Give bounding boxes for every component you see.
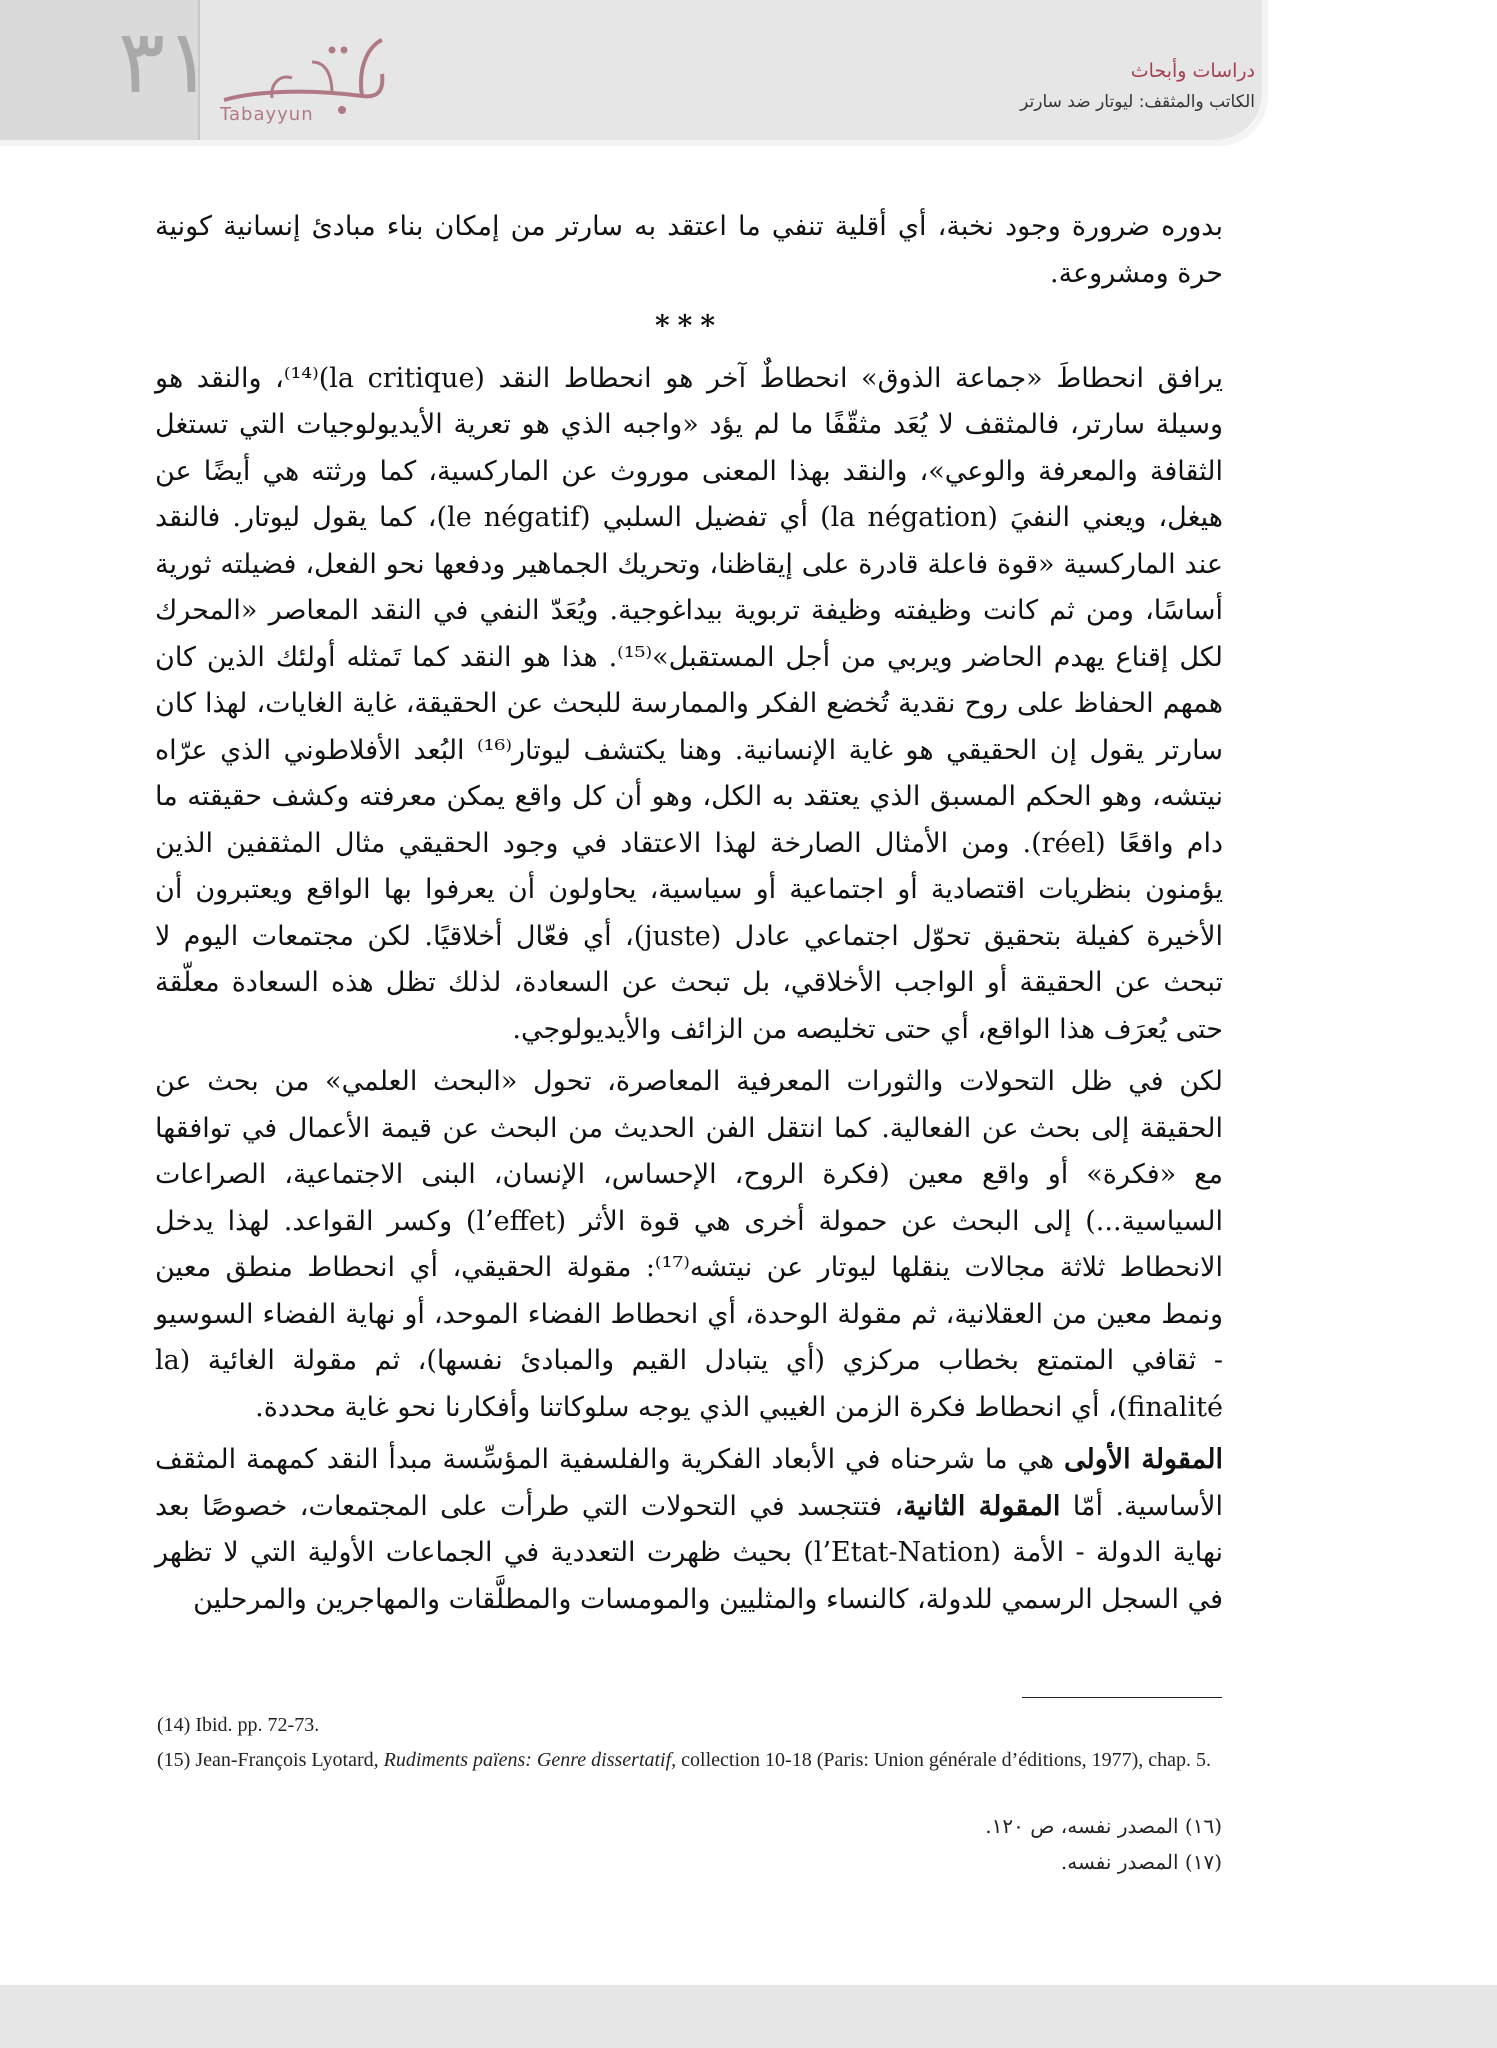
footnote-15-rest: collection 10-18 (Paris: Union générale d’éditions, 1977), chap. 5. bbox=[676, 1749, 1212, 1771]
section-title: دراسات وأبحاث bbox=[1130, 60, 1255, 82]
footnote-15 bbox=[157, 1743, 1223, 1778]
paragraph-1: بدوره ضرورة وجود نخبة، أي أقلية تنفي ما اعتقد به سارتر من إمكان بناء مبادئ إنسانية كونية حرة ومشروعة. bbox=[155, 211, 1223, 289]
paragraph-4-part-2: ، فتتجسد في التحولات التي طرأت على المجتمعات، خصوصًا بعد نهاية الدولة - الأمة (l’Etat-Nation) بحيث ظهرت التعددية في الجماعات الأولية التي لا تظهر في السجل الرسمي للدولة، كالنساء والمثليين والمومسات والمطلَّقات والمهاجرين والمرحلين bbox=[155, 1490, 1223, 1615]
article-body bbox=[155, 204, 1223, 1629]
footnote-17: (١٧) المصدر نفسه. bbox=[1060, 1850, 1222, 1874]
footnote-16: (١٦) المصدر نفسه، ص ١٢٠. bbox=[985, 1814, 1222, 1838]
page-number-box bbox=[0, 0, 213, 140]
section-subtitle: الكاتب والمثقف: ليوتار ضد سارتر bbox=[1020, 92, 1255, 112]
footnotes-latin bbox=[157, 1708, 1223, 1778]
section-separator: *** bbox=[655, 309, 723, 342]
page-number: ٣١ bbox=[118, 10, 213, 113]
paragraph-4 bbox=[155, 1437, 1223, 1623]
footnote-14: (14) Ibid. pp. 72-73. bbox=[157, 1714, 320, 1736]
logo-wordmark: Tabayyun bbox=[220, 104, 314, 125]
paragraph-4-part-1: هي ما شرحناه في الأبعاد الفكرية والفلسفية المؤسِّسة مبدأ النقد كمهمة المثقف الأساسية. أمّا bbox=[155, 1444, 1223, 1522]
paragraph-3: لكن في ظل التحولات والثورات المعرفية المعاصرة، تحول «البحث العلمي» من بحث عن الحقيقة إلى بحث عن الفعالية. كما انتقل الفن الحديث من البحث عن قيمة الأعمال في توافقها مع «فكرة» أو واقع معين (فكرة الروح، الإحساس، الإنسان، البنى الاجتماعية، الصراعات السياسية...) إلى البحث عن حمولة أخرى هي قوة الأثر (l’effet) وكسر القواعد. لهذا يدخل الانحطاط ثلاثة مجالات ينقلها ليوتار عن نيتشه⁽¹⁷⁾: مقولة الحقيقي، أي انحطاط منطق معين ونمط معين من العقلانية، ثم مقولة الوحدة، أي انحطاط الفضاء الموحد، أو نهاية الفضاء السوسيو - ثقافي المتمتع بخطاب مركزي (أي يتبادل القيم والمبادئ نفسها)، ثم مقولة الغائية (la finalité)، أي انحطاط فكرة الزمن الغيبي الذي يوجه سلوكاتنا وأفكارنا نحو غاية محددة. bbox=[155, 1066, 1223, 1423]
footnote-15-author: (15) Jean-François Lyotard, bbox=[157, 1749, 384, 1771]
footnote-15-title: Rudiments païens: Genre dissertatif, bbox=[383, 1749, 677, 1771]
bold-term-second: المقولة الثانية bbox=[903, 1490, 1061, 1522]
footnotes-arabic bbox=[985, 1808, 1222, 1880]
paragraph-2: يرافق انحطاطَ «جماعة الذوق» انحطاطٌ آخر هو انحطاط النقد (la critique)⁽¹⁴⁾، والنقد هو وسيلة سارتر، فالمثقف لا يُعَد مثقّفًا ما لم يؤد «واجبه الذي هو تعرية الأيديولوجيات التي تستغل الثقافة والمعرفة والوعي»، والنقد بهذا المعنى موروث عن الماركسية، كما ورثته هي أيضًا عن هيغل، ويعني النفيَ (la négation) أي تفضيل السلبي (le négatif)، كما يقول ليوتار. فالنقد عند الماركسية «قوة فاعلة قادرة على إيقاظنا، وتحريك الجماهير ودفعها نحو الفعل، فضيلته ثورية أساسًا، ومن ثم كانت وظيفته وظيفة تربوية بيداغوجية. ويُعَدّ النفي في النقد المعاصر «المحرك لكل إقناع يهدم الحاضر ويربي من أجل المستقبل»⁽¹⁵⁾. هذا هو النقد كما تَمثله أولئك الذين كان همهم الحفاظ على روح نقدية تُخضع الفكر والممارسة للبحث عن الحقيقة، غاية الغايات، لهذا كان سارتر يقول إن الحقيقي هو غاية الإنسانية. وهنا يكتشف ليوتار⁽¹⁶⁾ البُعد الأفلاطوني الذي عرّاه نيتشه، وهو الحكم المسبق الذي يعتقد به الكل، وهو أن كل واقع يمكن معرفته وكشف حقيقته ما دام واقعًا (réel). ومن الأمثال الصارخة لهذا الاعتقاد في وجود الحقيقي مثال المثقفين الذين يؤمنون بنظريات اقتصادية أو اجتماعية أو سياسية، يحاولون أن يعرفوا بها الواقع ويعتبرون أن الأخيرة كفيلة بتحقيق تحوّل اجتماعي عادل (juste)، أي فعّال أخلاقيًا. لكن مجتمعات اليوم لا تبحث عن الحقيقة أو الواجب الأخلاقي، بل تبحث عن السعادة، لذلك تظل هذه السعادة معلّقة حتى يُعرَف هذا الواقع، أي حتى تخليصه من الزائف والأيديولوجي. bbox=[155, 362, 1224, 1045]
bold-term-first: المقولة الأولى bbox=[1064, 1444, 1224, 1475]
bottom-band bbox=[0, 1985, 1497, 2048]
footnote-divider bbox=[1022, 1697, 1222, 1698]
